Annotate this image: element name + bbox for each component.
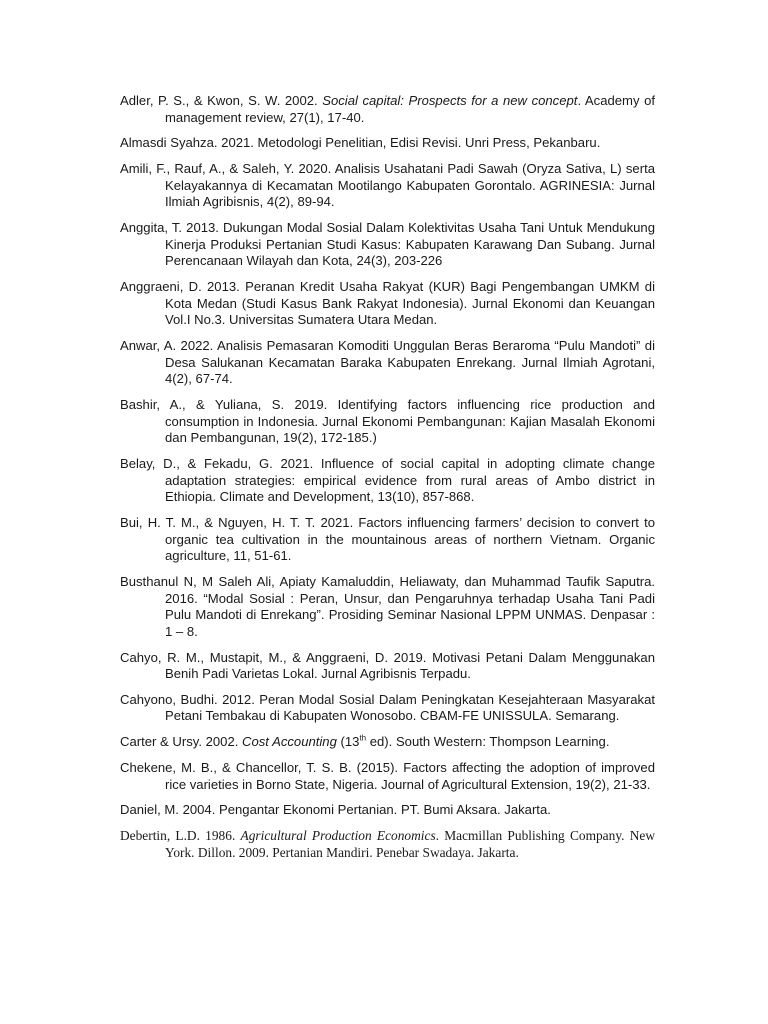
- reference-entry: Belay, D., & Fekadu, G. 2021. Influence of social capital in adopting climate change adaptation strategies: empirical evidence from rural areas of Ambo district in Ethiopia. Climate and Development, 13(10), 857-868.: [120, 456, 655, 505]
- reference-entry: Busthanul N, M Saleh Ali, Apiaty Kamaluddin, Heliawaty, dan Muhammad Taufik Saputra. 2016. “Modal Sosial : Peran, Unsur, dan Pengaruhnya terhadap Usaha Tani Padi Pulu Mandoti di Enrekang”. Prosiding Seminar Nasional LPPM UNMAS. Denpasar : 1 – 8.: [120, 573, 655, 639]
- reference-entry: Cahyono, Budhi. 2012. Peran Modal Sosial Dalam Peningkatan Kesejahteraan Masyarakat Petani Tembakau di Kabupaten Wonosobo. CBAM-FE UNISSULA. Semarang.: [120, 691, 655, 724]
- reference-entry: Adler, P. S., & Kwon, S. W. 2002. Social capital: Prospects for a new concept. Academy of management review, 27(1), 17-40.: [120, 93, 655, 125]
- reference-entry: Anggraeni, D. 2013. Peranan Kredit Usaha Rakyat (KUR) Bagi Pengembangan UMKM di Kota Medan (Studi Kasus Bank Rakyat Indonesia). Jurnal Ekonomi dan Keuangan Vol.I No.3. Universitas Sumatera Utara Medan.: [120, 279, 655, 328]
- reference-entry: Daniel, M. 2004. Pengantar Ekonomi Pertanian. PT. Bumi Aksara. Jakarta.: [120, 802, 551, 818]
- reference-entry: Almasdi Syahza. 2021. Metodologi Penelitian, Edisi Revisi. Unri Press, Pekanbaru.: [120, 135, 601, 151]
- reference-entry: Cahyo, R. M., Mustapit, M., & Anggraeni, D. 2019. Motivasi Petani Dalam Menggunakan Benih Padi Varietas Lokal. Jurnal Agribisnis Terpadu.: [120, 649, 655, 682]
- reference-entry: Anggita, T. 2013. Dukungan Modal Sosial Dalam Kolektivitas Usaha Tani Untuk Mendukung Kinerja Produksi Pertanian Studi Kasus: Kabupaten Karawang Dan Subang. Jurnal Perencanaan Wilayah dan Kota, 24(3), 203-226: [120, 220, 655, 269]
- reference-entry: Bui, H. T. M., & Nguyen, H. T. T. 2021. Factors influencing farmers’ decision to convert to organic tea cultivation in the mountainous areas of northern Vietnam. Organic agriculture, 11, 51-61.: [120, 514, 655, 564]
- italic-title: Agricultural Production Economics: [240, 828, 436, 844]
- reference-entry: Bashir, A., & Yuliana, S. 2019. Identifying factors influencing rice production and consumption in Indonesia. Jurnal Ekonomi Pembangunan: Kajian Masalah Ekonomi dan Pembangunan, 19(2), 172-185.): [120, 397, 655, 446]
- reference-entry: Chekene, M. B., & Chancellor, T. S. B. (2015). Factors affecting the adoption of improved rice varieties in Borno State, Nigeria. Journal of Agricultural Extension, 19(2), 21-33.: [120, 760, 655, 792]
- reference-entry: Anwar, A. 2022. Analisis Pemasaran Komoditi Unggulan Beras Beraroma “Pulu Mandoti” di Desa Salukanan Kecamatan Baraka Kabupaten Enrekang. Jurnal Ilmiah Agrotani, 4(2), 67-74.: [120, 338, 655, 387]
- italic-title: Cost Accounting: [242, 734, 337, 750]
- reference-entry: Debertin, L.D. 1986. Agricultural Production Economics. Macmillan Publishing Company. New York. Dillon. 2009. Pertanian Mandiri. Penebar Swadaya. Jakarta.: [120, 828, 655, 860]
- reference-list: [120, 93, 655, 871]
- reference-entry: Amili, F., Rauf, A., & Saleh, Y. 2020. Analisis Usahatani Padi Sawah (Oryza Sativa, L) serta Kelayakannya di Kecamatan Mootilango Kabupaten Gorontalo. AGRINESIA: Jurnal Ilmiah Agribisnis, 4(2), 89-94.: [120, 161, 655, 210]
- superscript: th: [359, 733, 367, 743]
- reference-entry: Carter & Ursy. 2002. Cost Accounting (13th ed). South Western: Thompson Learning.: [120, 733, 610, 750]
- italic-title: Social capital: Prospects for a new concept: [322, 93, 578, 108]
